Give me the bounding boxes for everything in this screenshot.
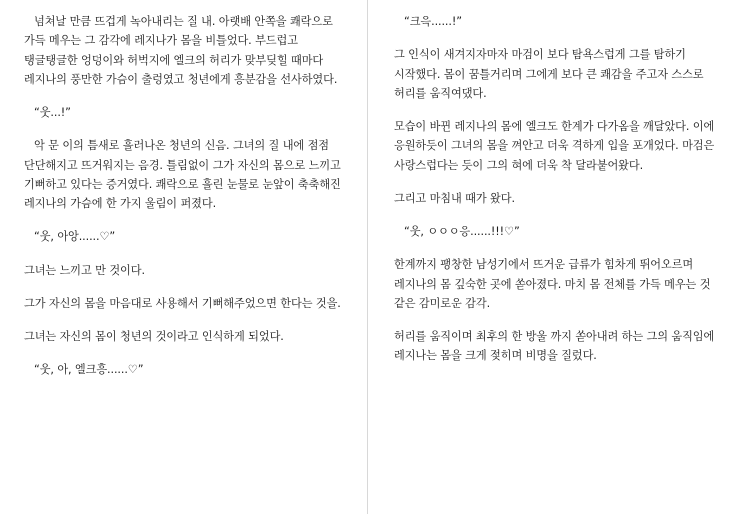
dialogue-line: “웃, 아앙......♡” <box>34 230 116 244</box>
column-divider <box>367 0 368 514</box>
dialogue-line: “크윽......!” <box>404 15 462 28</box>
dialogue-line: “웃, 아, 엘크흥......♡” <box>34 363 144 377</box>
paragraph: 그리고 마침내 때가 왔다. <box>394 191 515 205</box>
paragraph: 악 문 이의 틈새로 흘러나온 청년의 신음. 그녀의 질 내에 점점 단단해지고 뜨거워지는 음경. 틀림없이 그가 자신의 몸으로 느끼고 기뻐하고 있다는 증거였다. 쾌락으로 흘린 눈물로 눈앞이 축축해진 레지나의 가슴에 한 가지 울림이 퍼졌다. <box>24 139 341 211</box>
dialogue-line: “웃, ㅇㅇㅇ응......!!!♡” <box>404 225 520 239</box>
dialogue-line: “웃...!” <box>34 106 71 120</box>
paragraph: 허리를 움직이며 최후의 한 방울 까지 쏟아내려 하는 그의 움직임에 레지나는 몸을 크게 젖히며 비명을 질렀다. <box>394 330 715 363</box>
paragraph: 넘쳐날 만큼 뜨겁게 녹아내리는 질 내. 아랫배 안쪽을 쾌락으로 가득 메우는 그 감각에 레지나가 몸을 비틀었다. 부드럽고 탱글탱글한 엉덩이와 허벅지에 엘크의 허리가 맞부딪힐 때마다 레지나의 풍만한 가슴이 출렁였고 청년에게 흥분감을 선사하였다. <box>24 15 338 86</box>
paragraph: 그가 자신의 몸을 마음대로 사용해서 기뻐해주었으면 한다는 것을. <box>24 296 341 310</box>
paragraph: 그녀는 자신의 몸이 청년의 것이라고 인식하게 되었다. <box>24 330 284 344</box>
paragraph: 그 인식이 새겨지자마자 마검이 보다 탐욕스럽게 그를 탐하기 시작했다. 몸이 꿈틀거리며 그에게 보다 큰 쾌감을 주고자 스스로 허리를 움직여댔다. <box>394 48 704 100</box>
paragraph: 그녀는 느끼고 만 것이다. <box>24 263 145 277</box>
text-column-right <box>368 0 736 514</box>
paragraph: 모습이 바뀐 레지나의 몸에 엘크도 한계가 다가옴을 깨달았다. 이에 응원하듯이 그녀의 몸을 껴안고 더욱 격하게 입을 포개었다. 마검은 사랑스럽다는 듯이 그의 혀에 더욱 착 달라붙어왔다. <box>394 120 715 172</box>
paragraph: 한계까지 팽창한 남성기에서 뜨거운 급류가 힘차게 뛰어오르며 레지나의 몸 깊숙한 곳에 쏟아졌다. 마치 몸 전체를 가득 메우는 것 같은 감미로운 감각. <box>394 258 711 310</box>
